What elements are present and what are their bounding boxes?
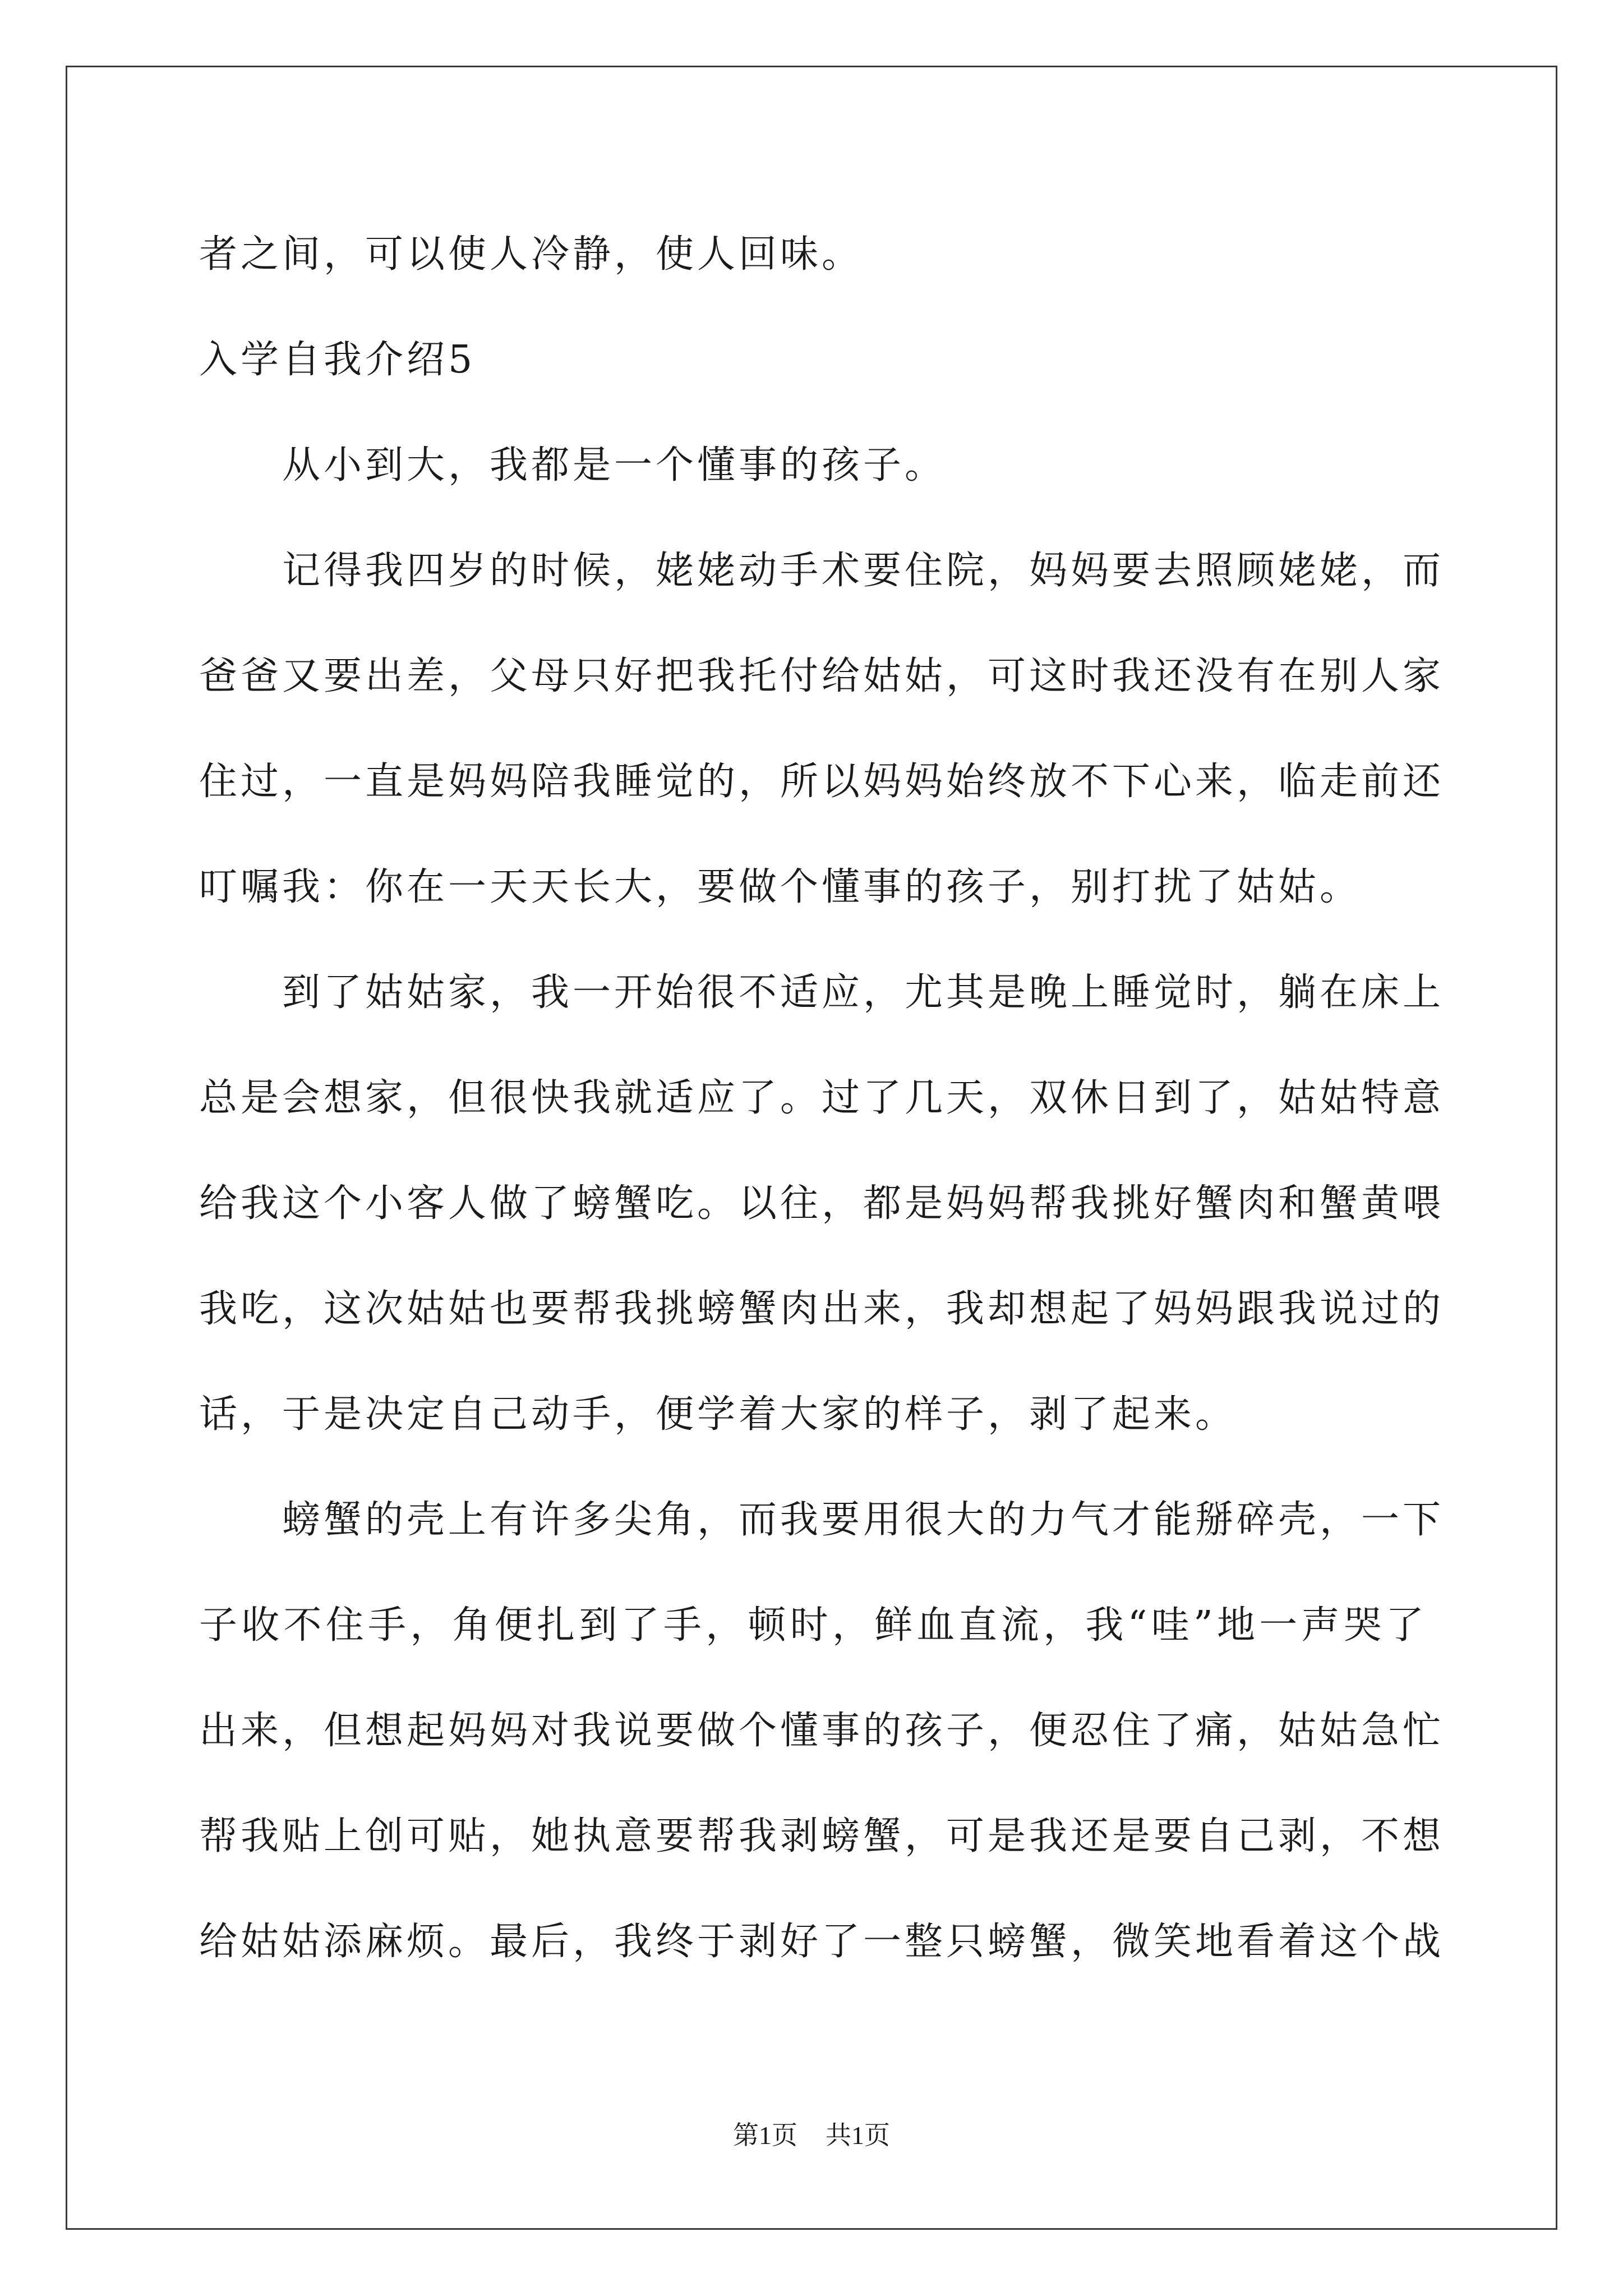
text-line: 从小到大，我都是一个懂事的孩子。 [282,443,947,487]
text-line: 螃蟹的壳上有许多尖角，而我要用很大的力气才能掰碎壳，一下 [282,1498,1445,1542]
text-line: 给姑姑添麻烦。最后，我终于剥好了一整只螃蟹，微笑地看着这个战 [199,1920,1445,1964]
text-line: 者之间，可以使人冷静，使人回味。 [199,232,864,277]
text-line: 住过，一直是妈妈陪我睡觉的，所以妈妈始终放不下心来，临走前还 [199,760,1445,804]
text-line: 记得我四岁的时候，姥姥动手术要住院，妈妈要去照顾姥姥，而 [282,549,1445,593]
page-number-total: 共1页 [826,2121,890,2150]
page-number-current: 第1页 [733,2121,797,2150]
text-line: 帮我贴上创可贴，她执意要帮我剥螃蟹，可是我还是要自己剥，不想 [199,1814,1445,1858]
text-line: 总是会想家，但很快我就适应了。过了几天，双休日到了，姑姑特意 [199,1076,1445,1120]
text-line: 出来，但想起妈妈对我说要做个懂事的孩子，便忍住了痛，姑姑急忙 [199,1709,1445,1753]
text-line: 给我这个小客人做了螃蟹吃。以往，都是妈妈帮我挑好蟹肉和蟹黄喂 [199,1181,1445,1226]
section-heading: 入学自我介绍5 [199,338,476,382]
text-line: 叮嘱我：你在一天天长大，要做个懂事的孩子，别打扰了姑姑。 [199,865,1362,909]
page-footer [0,2115,1623,2152]
text-line: 到了姑姑家，我一开始很不适应，尤其是晚上睡觉时，躺在床上 [282,970,1445,1015]
text-line: 我吃，这次姑姑也要帮我挑螃蟹肉出来，我却想起了妈妈跟我说过的 [199,1287,1445,1331]
text-line: 子收不住手，角便扎到了手，顿时，鲜血直流，我“哇”地一声哭了 [199,1603,1427,1648]
text-line: 话，于是决定自己动手，便学着大家的样子，剥了起来。 [199,1392,1237,1437]
document-body [199,202,1445,1995]
text-line: 爸爸又要出差，父母只好把我托付给姑姑，可这时我还没有在别人家 [199,654,1445,698]
